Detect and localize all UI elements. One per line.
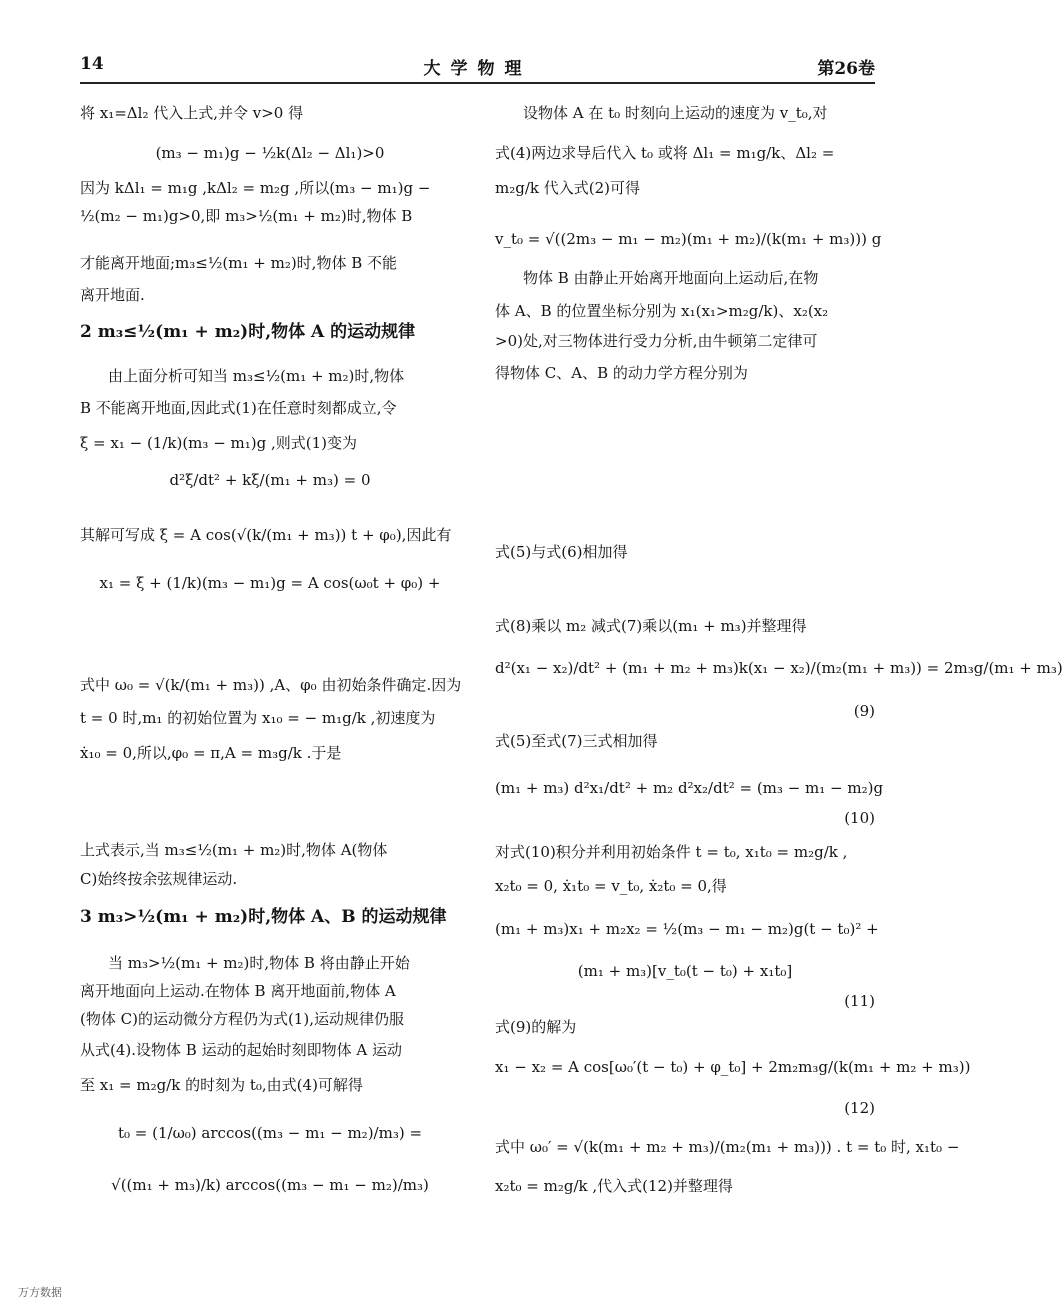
left-text-line: ẋ₁₀ = 0,所以,φ₀ = π,A = m₃g/k .于是	[80, 744, 342, 762]
left-text-line: C)始终按余弦规律运动.	[80, 870, 238, 888]
right-text-line: 得物体 C、A、B 的动力学方程分别为	[495, 364, 748, 382]
right-text-line: m₂g/k 代入式(2)可得	[495, 179, 640, 197]
right-equation: d²(x₁ − x₂)/dt² + (m₁ + m₂ + m₃)k(x₁ − x₂)/(m₂(m₁ + m₃)) = 2m₃g/(m₁ + m₃)	[495, 659, 1063, 677]
left-paragraph-start: 由上面分析可知当 m₃≤½(m₁ + m₂)时,物体	[108, 367, 405, 385]
left-equation: x₁ = ξ + (1/k)(m₃ − m₁)g = A cos(ω₀t + φ₀) +	[99, 574, 441, 592]
left-equation: d²ξ/dt² + kξ/(m₁ + m₃) = 0	[169, 471, 371, 489]
watermark: 万方数据	[18, 1286, 62, 1299]
left-section-heading: 2 m₃≤½(m₁ + m₂)时,物体 A 的运动规律	[80, 322, 416, 342]
left-text-line: 才能离开地面;m₃≤½(m₁ + m₂)时,物体 B 不能	[80, 254, 398, 272]
left-text-line: t = 0 时,m₁ 的初始位置为 x₁₀ = − m₁g/k ,初速度为	[80, 709, 436, 727]
left-text-line: 将 x₁=Δl₂ 代入上式,并令 v>0 得	[80, 104, 304, 122]
right-text-line: 式(8)乘以 m₂ 减式(7)乘以(m₁ + m₃)并整理得	[495, 617, 807, 635]
right-paragraph-start: 设物体 A 在 t₀ 时刻向上运动的速度为 v_t₀,对	[523, 104, 828, 122]
right-text-line: 式(4)两边求导后代入 t₀ 或将 Δl₁ = m₁g/k、Δl₂ =	[495, 144, 835, 162]
right-paragraph-start: 物体 B 由静止开始离开地面向上运动后,在物	[523, 269, 819, 287]
left-equation: t₀ = (1/ω₀) arccos((m₃ − m₁ − m₂)/m₃) =	[117, 1124, 423, 1142]
page-number: 14	[80, 54, 104, 74]
right-text-line: 式(5)至式(7)三式相加得	[495, 732, 658, 750]
left-text-line: 其解可写成 ξ = A cos(√(k/(m₁ + m₃)) t + φ₀),因此有	[80, 526, 452, 544]
left-text-line: 上式表示,当 m₃≤½(m₁ + m₂)时,物体 A(物体	[80, 841, 388, 859]
right-equation: (m₁ + m₃) d²x₁/dt² + m₂ d²x₂/dt² = (m₃ − m₁ − m₂)g	[495, 779, 884, 797]
left-text-line: ½(m₂ − m₁)g>0,即 m₃>½(m₁ + m₂)时,物体 B	[80, 207, 413, 225]
left-paragraph-start: 当 m₃>½(m₁ + m₂)时,物体 B 将由静止开始	[108, 954, 410, 972]
right-equation-number: (10)	[844, 809, 875, 827]
left-text-line: 离开地面向上运动.在物体 B 离开地面前,物体 A	[80, 982, 396, 1000]
right-text-line: 体 A、B 的位置坐标分别为 x₁(x₁>m₂g/k)、x₂(x₂	[495, 302, 829, 320]
right-equation-number: (12)	[844, 1099, 875, 1117]
right-text-line: x₂t₀ = m₂g/k ,代入式(12)并整理得	[495, 1177, 733, 1195]
left-section-heading: 3 m₃>½(m₁ + m₂)时,物体 A、B 的运动规律	[80, 907, 447, 927]
right-equation: (m₁ + m₃)x₁ + m₂x₂ = ½(m₃ − m₁ − m₂)g(t − t₀)² +	[495, 920, 879, 938]
page-header	[80, 52, 875, 84]
volume-label: 第26卷	[817, 59, 875, 79]
right-equation-number: (9)	[853, 702, 875, 720]
right-equation: (m₁ + m₃)[v_t₀(t − t₀) + x₁t₀]	[577, 962, 793, 980]
journal-title: 大学物理	[423, 59, 532, 79]
left-equation: (m₃ − m₁)g − ½k(Δl₂ − Δl₁)>0	[155, 144, 385, 162]
right-equation: v_t₀ = √((2m₃ − m₁ − m₂)(m₁ + m₂)/(k(m₁ + m₃))) g	[495, 230, 882, 248]
right-text-line: x₂t₀ = 0, ẋ₁t₀ = v_t₀, ẋ₂t₀ = 0,得	[495, 877, 727, 895]
right-text-line: 式(5)与式(6)相加得	[495, 543, 628, 561]
right-text-line: >0)处,对三物体进行受力分析,由牛顿第二定律可	[495, 332, 818, 350]
left-text-line: 离开地面.	[80, 286, 145, 304]
right-text-line: 式中 ω₀′ = √(k(m₁ + m₂ + m₃)/(m₂(m₁ + m₃))) . t = t₀ 时, x₁t₀ −	[495, 1138, 960, 1156]
right-equation-number: (11)	[844, 992, 875, 1010]
left-text-line: 从式(4).设物体 B 运动的起始时刻即物体 A 运动	[80, 1041, 402, 1059]
right-equation: x₁ − x₂ = A cos[ω₀′(t − t₀) + φ_t₀] + 2m₂m₃g/(k(m₁ + m₂ + m₃))	[495, 1058, 971, 1076]
left-text-line: 因为 kΔl₁ = m₁g ,kΔl₂ = m₂g ,所以(m₃ − m₁)g −	[80, 179, 431, 197]
left-text-line: 至 x₁ = m₂g/k 的时刻为 t₀,由式(4)可解得	[80, 1076, 363, 1094]
right-text-line: 对式(10)积分并利用初始条件 t = t₀, x₁t₀ = m₂g/k ,	[495, 843, 848, 861]
left-text-line: B 不能离开地面,因此式(1)在任意时刻都成立,令	[80, 399, 397, 417]
left-text-line: ξ = x₁ − (1/k)(m₃ − m₁)g ,则式(1)变为	[80, 434, 358, 452]
right-text-line: 式(9)的解为	[495, 1018, 577, 1036]
left-equation: √((m₁ + m₃)/k) arccos((m₃ − m₁ − m₂)/m₃)	[111, 1176, 429, 1194]
left-text-line: 式中 ω₀ = √(k/(m₁ + m₃)) ,A、φ₀ 由初始条件确定.因为	[80, 676, 462, 694]
left-text-line: (物体 C)的运动微分方程仍为式(1),运动规律仍服	[80, 1010, 404, 1028]
